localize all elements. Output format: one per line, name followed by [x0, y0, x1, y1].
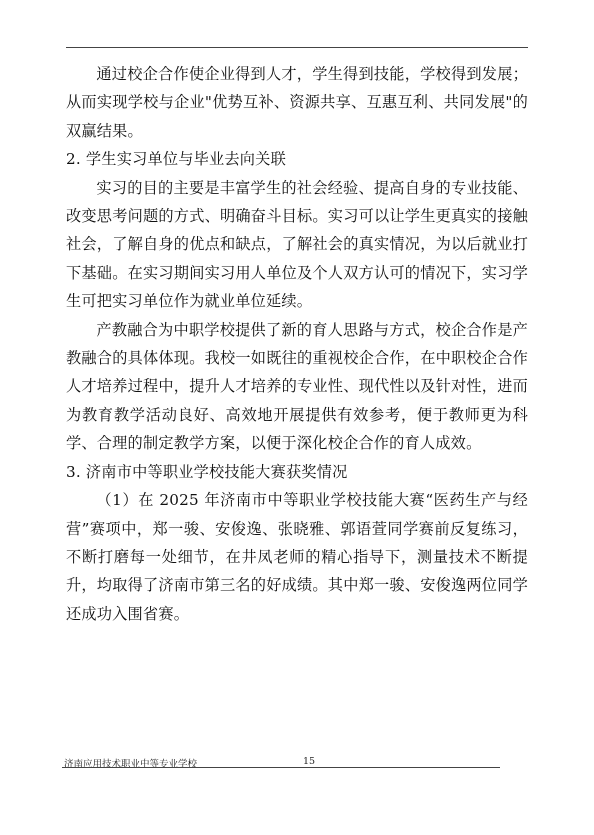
- paragraph-cooperation-result: 通过校企合作使企业得到人才，学生得到技能，学校得到发展；从而实现学校与企业"优势互补、资源共享、互惠互利、共同发展"的双赢结果。: [66, 65, 528, 140]
- paragraph-competition-result: （1）在 2025 年济南市中等职业学校技能大赛“医药生产与经营”赛项中，郑一骏、安俊逸、张晓雅、郭语萱同学赛前反复练习，不断打磨每一处细节，在井凤老师的精心指导下，测量技术不断提升，均取得了济南市第三名的好成绩。其中郑一骏、安俊逸两位同学还成功入围省赛。: [66, 491, 528, 623]
- paragraph-industry-education: 产教融合为中职学校提供了新的育人思路与方式，校企合作是产教融合的具体体现。我校一如既往的重视校企合作，在中职校企合作人才培养过程中，提升人才培养的专业性、现代性以及针对性，进而为教育教学活动良好、高效地开展提供有效参考，便于教师更为科学、合理的制定教学方案，以便于深化校企合作的育人成效。: [66, 320, 528, 453]
- header-rule: [66, 47, 528, 48]
- footer-page-number: 15: [303, 756, 316, 767]
- section-heading-competition: 3. 济南市中等职业学校技能大赛获奖情况: [66, 462, 348, 481]
- section-heading-internship: 2. 学生实习单位与毕业去向关联: [66, 150, 286, 169]
- footer-school-name: 济南应用技术职业中等专业学校: [64, 759, 198, 770]
- paragraph-internship-purpose: 实习的目的主要是丰富学生的社会经验、提高自身的专业技能、改变思考问题的方式、明确奋斗目标。实习可以让学生更真实的接触社会，了解自身的优点和缺点，了解社会的真实情况，为以后就业打下基础。在实习期间实习用人单位及个人双方认可的情况下，实习学生可把实习单位作为就业单位延续。: [66, 178, 528, 311]
- footer-rule: [62, 767, 500, 768]
- page-body: [66, 60, 528, 628]
